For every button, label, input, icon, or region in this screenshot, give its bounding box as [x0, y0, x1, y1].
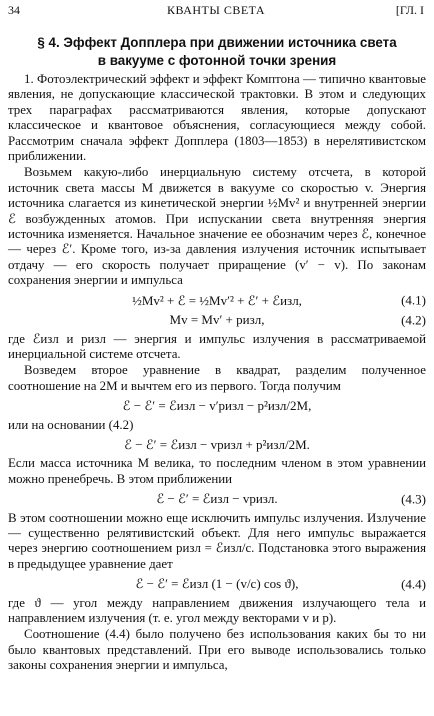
- page-body: [8, 72, 426, 674]
- page-number: 34: [8, 3, 20, 17]
- equation-4-1: [8, 293, 426, 308]
- paragraph-angle: где ϑ — угол между направлением движения излучающего тела и направлением излучения (т. е. угол между векторами v и p).: [8, 595, 426, 625]
- paragraph-approximation: Если масса источника M велика, то последним членом в этом уравнении можно пренебречь. В этом приближении: [8, 456, 426, 486]
- paragraph-basis: или на основании (4.2): [8, 417, 134, 432]
- paragraph-setup: Возьмем какую-либо инерциальную систему отсчета, в которой источник света массы M движется в вакууме со скоростью v. Энергия источника слагается из кинетической энергии ½Mv² и внутренней энергии ℰ возбужденных атомов. При испускании света внутренняя энергия источника изменяется. Начальное значение ее обозначим через ℰ, конечное — через ℰ′. Кроме того, из-за давления излучения источник испытывает отдачу — его скорость получает приращение (v′ − v). По законам сохранения энергии и импульса: [8, 165, 426, 288]
- equation-unnumbered-2-body: ℰ − ℰ′ = ℰизл − vpизл + p²изл/2M.: [124, 436, 310, 452]
- paragraph-square: Возведем второе уравнение в квадрат, разделим полученное соотношение на 2M и вычтем его из первого. Тогда получим: [8, 363, 426, 393]
- equation-4-2-body: Mv = Mv′ + pизл,: [169, 312, 265, 328]
- chapter-marker: [ГЛ. I: [395, 3, 424, 17]
- equation-4-1-body: ½Mv² + ℰ = ½Mv′² + ℰ′ + ℰизл,: [132, 292, 302, 308]
- equation-unnumbered-1: [8, 398, 426, 413]
- paragraph-definitions: где ℰизл и pизл — энергия и импульс излучения в рассматриваемой инерциальной системе отсчета.: [8, 331, 426, 361]
- page-header: [8, 3, 424, 19]
- equation-4-4: [8, 576, 426, 591]
- equation-4-4-body: ℰ − ℰ′ = ℰизл (1 − (v/c) cos ϑ),: [135, 576, 299, 592]
- equation-unnumbered-1-body: ℰ − ℰ′ = ℰизл − v′pизл − p²изл/2M,: [122, 398, 312, 414]
- section-title-line1: § 4. Эффект Допплера при движении источника света: [37, 35, 397, 50]
- equation-4-2-number: (4.2): [401, 312, 426, 328]
- equation-unnumbered-2: [8, 437, 426, 452]
- equation-4-2: [8, 312, 426, 327]
- equation-4-4-number: (4.4): [401, 576, 426, 592]
- paragraph-conclusion: Соотношение (4.4) было получено без использования каких бы то ни было квантовых представлений. При его выводе использовались только законы сохранения энергии и импульса,: [8, 627, 426, 673]
- running-title: КВАНТЫ СВЕТА: [166, 3, 266, 17]
- paragraph-intro: 1. Фотоэлектрический эффект и эффект Комптона — типично квантовые явления, не допускающие классической трактовки. В этом и следующих трех параграфах рассматриваются явления, которые допускают классическое и квантовое объяснения, согласующиеся между собой. Рассмотрим сначала эффект Допплера (1803—1853) в нерелятивистском приближении.: [8, 72, 426, 164]
- equation-4-3-body: ℰ − ℰ′ = ℰизл − vpизл.: [156, 491, 278, 507]
- equation-4-1-number: (4.1): [401, 292, 426, 308]
- equation-4-3-number: (4.3): [401, 491, 426, 507]
- equation-4-3: [8, 491, 426, 506]
- section-title-line2: в вакууме с фотонной точки зрения: [97, 53, 337, 68]
- paragraph-relativistic: В этом соотношении можно еще исключить импульс излучения. Излучение — существенно релятивистский объект. Для него импульс выражается через энергию соотношением pизл = ℰизл/c. Подстановка этого выражения в предыдущее уравнение дает: [8, 510, 426, 571]
- section-title: [10, 34, 424, 70]
